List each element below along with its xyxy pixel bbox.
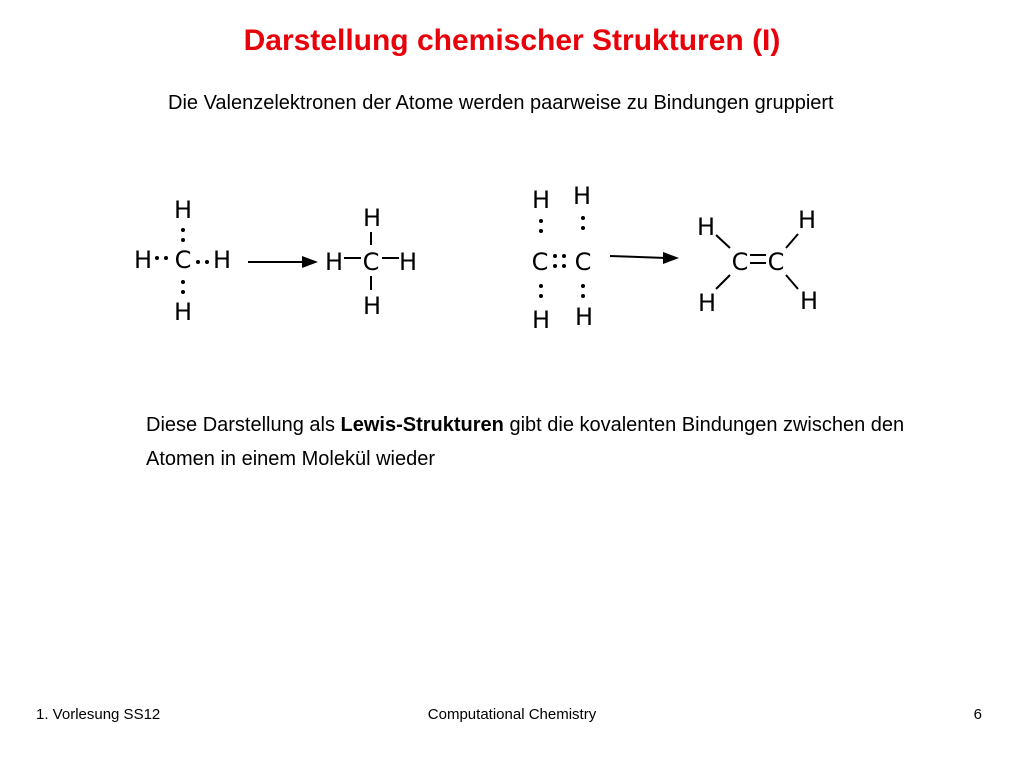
footer-lecture: 1. Vorlesung SS12 bbox=[36, 706, 161, 723]
lewis-structures-term: Lewis-Strukturen bbox=[340, 414, 504, 436]
atom-h: H bbox=[133, 246, 153, 274]
atom-c: C bbox=[531, 248, 549, 276]
atom-c: C bbox=[767, 248, 785, 276]
atom-h: H bbox=[173, 298, 193, 326]
atom-h: H bbox=[173, 196, 193, 224]
atom-h: H bbox=[531, 186, 551, 214]
ethylene-lewis-structure bbox=[532, 182, 593, 334]
atom-h: H bbox=[697, 289, 717, 317]
page-number: 6 bbox=[973, 706, 982, 723]
atom-h: H bbox=[362, 204, 382, 232]
atom-h: H bbox=[574, 303, 594, 331]
atom-h: H bbox=[362, 292, 382, 320]
bond-lines bbox=[716, 234, 798, 289]
intro-text: Die Valenzelektronen der Atome werden paarweise zu Bindungen gruppiert bbox=[168, 92, 834, 114]
atom-h: H bbox=[212, 246, 232, 274]
atom-c: C bbox=[574, 248, 592, 276]
description-text: Diese Darstellung als bbox=[146, 414, 341, 436]
atom-h: H bbox=[398, 248, 418, 276]
slide-title: Darstellung chemischer Strukturen (I) bbox=[243, 24, 781, 57]
atom-h: H bbox=[797, 206, 817, 234]
reaction-arrow bbox=[610, 252, 679, 264]
lewis-structure-diagram bbox=[0, 170, 1024, 350]
methane-bond-structure bbox=[325, 204, 417, 320]
lewis-description bbox=[146, 408, 906, 476]
atom-h: H bbox=[531, 306, 551, 334]
atom-h: H bbox=[572, 182, 592, 210]
atom-h: H bbox=[799, 287, 819, 315]
atom-h: H bbox=[324, 248, 344, 276]
methane-lewis-structure bbox=[134, 196, 231, 326]
atom-h: H bbox=[696, 213, 716, 241]
atom-c: C bbox=[731, 248, 749, 276]
atom-c: C bbox=[362, 248, 380, 276]
ethylene-bond-structure bbox=[697, 206, 818, 317]
footer-course: Computational Chemistry bbox=[427, 706, 597, 723]
atom-c: C bbox=[174, 246, 192, 274]
description-text: gibt die kovalenten Bindungen zwischen den Atomen in einem Molekül wieder bbox=[146, 414, 905, 470]
reaction-arrow bbox=[248, 256, 318, 268]
